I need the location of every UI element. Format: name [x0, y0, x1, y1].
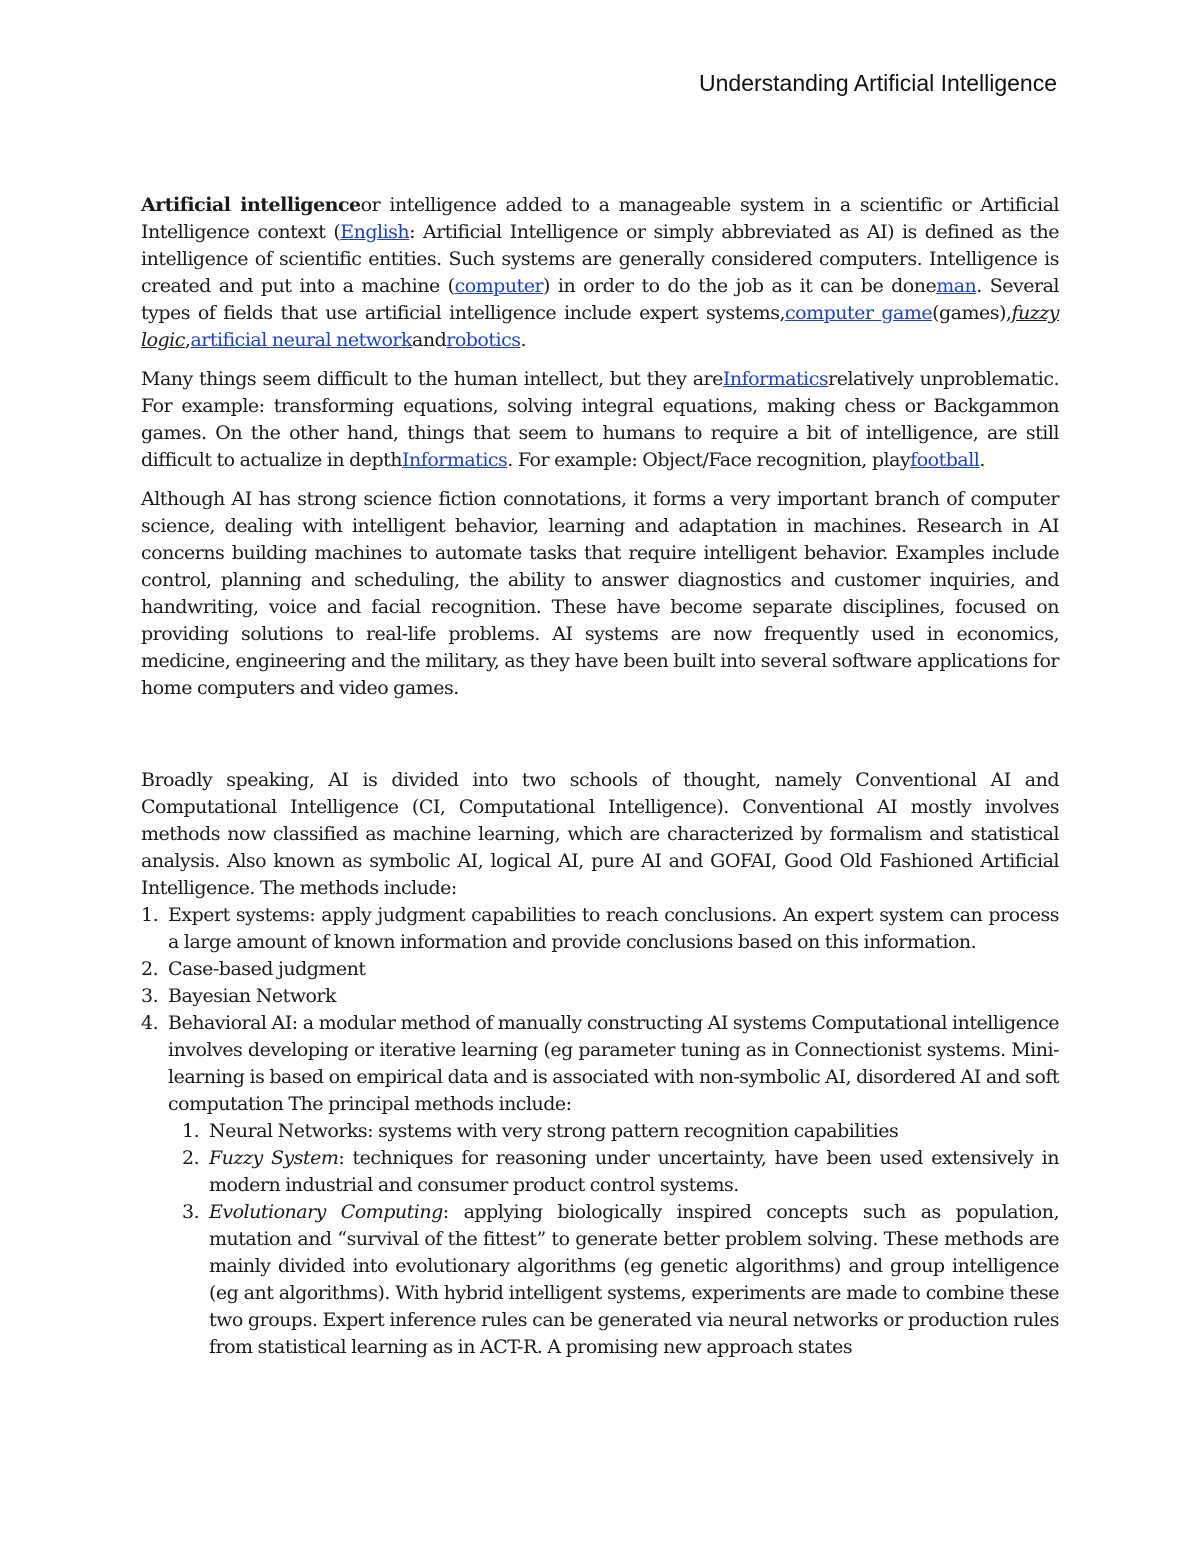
bold-term: Artificial intelligence: [141, 194, 361, 216]
sublist-item: [182, 1145, 1059, 1199]
text-span: relatively unproblematic. For example: transforming equations, solving integral equations, making chess or Backgammon games. On the other hand, things that seem to humans to require a bit of intelligence, are still difficult to actualize in depth: [141, 368, 1059, 471]
list-text: Case-based judgment: [168, 958, 366, 980]
spacer: [141, 714, 1059, 767]
list-number: 4.: [141, 1012, 159, 1034]
text-span: or intelligence added to a manageable system in a scientific or Artificial Intelligence context (: [141, 194, 1059, 243]
list-text: Bayesian Network: [168, 985, 337, 1007]
list-number: 2.: [141, 958, 159, 980]
link-fuzzy-logic[interactable]: fuzzy logic: [141, 302, 1059, 351]
list-item: [141, 956, 1059, 983]
text-span: .: [979, 449, 985, 471]
methods-list: [141, 902, 1059, 1361]
text-span: ) in order to do the job as it can be done: [543, 275, 937, 297]
sublist-term: Evolutionary Computing: [209, 1201, 443, 1223]
list-item: [141, 902, 1059, 956]
text-span: Many things seem difficult to the human intellect, but they are: [141, 368, 723, 390]
link-man[interactable]: man: [936, 275, 977, 297]
link-computer[interactable]: computer: [454, 275, 544, 297]
sublist-text: Neural Networks: systems with very strong pattern recognition capabilities: [209, 1120, 899, 1142]
header-title: Understanding Artificial Intelligence: [699, 70, 1057, 96]
sublist-text: : techniques for reasoning under uncertainty, have been used extensively in modern industrial and consumer product control systems.: [209, 1147, 1059, 1196]
ci-methods-sublist: [182, 1118, 1059, 1361]
list-text: Behavioral AI: a modular method of manually constructing AI systems Computational intelligence involves developing or iterative learning (eg parameter tuning as in Connectionist systems. Mini-learning is based on empirical data and is associated with non-symbolic AI, disordered AI and soft computation The principal methods include:: [168, 1012, 1059, 1115]
list-number: 2.: [182, 1147, 200, 1169]
sublist-term: Fuzzy System: [209, 1147, 339, 1169]
link-football[interactable]: football: [910, 449, 980, 471]
link-informatics[interactable]: Informatics: [722, 368, 829, 390]
link-robotics[interactable]: robotics: [446, 329, 521, 351]
text-span: . For example: Object/Face recognition, play: [507, 449, 911, 471]
paragraph-intro: [141, 192, 1059, 354]
link-informatics-depth[interactable]: Informatics: [402, 449, 508, 471]
list-number: 3.: [141, 985, 159, 1007]
paragraph-schools-of-thought: Broadly speaking, AI is divided into two schools of thought, namely Conventional AI and Computational Intelligence (CI, Computational Intelligence). Conventional AI mostly involves methods now classified as machine learning, which are characterized by formalism and statistical analysis. Also known as symbolic AI, logical AI, pure AI and GOFAI, Good Old Fashioned Artificial Intelligence. The methods include:: [141, 769, 1059, 899]
text-span: (games),: [932, 302, 1012, 324]
text-span: .: [520, 329, 527, 351]
list-item: [141, 983, 1059, 1010]
sublist-item: [182, 1118, 1059, 1145]
link-computer-game[interactable]: computer game: [784, 302, 933, 324]
paragraph-informatics: [141, 366, 1059, 474]
text-span: . Several types of fields that use artificial intelligence include expert systems,: [141, 275, 1059, 324]
paragraph-science-fiction: Although AI has strong science fiction connotations, it forms a very important branch of computer science, dealing with intelligent behavior, learning and adaptation in machines. Research in AI concerns building machines to automate tasks that require intelligent behavior. Examples include control, planning and scheduling, the ability to answer diagnostics and customer inquiries, and handwriting, voice and facial recognition. These have become separate disciplines, focused on providing solutions to real-life problems. AI systems are now frequently used in economics, medicine, engineering and the military, as they have been built into several software applications for home computers and video games.: [141, 488, 1059, 699]
sublist-item: [182, 1199, 1059, 1361]
link-english[interactable]: English: [340, 221, 410, 243]
link-artificial-neural-network[interactable]: artificial neural network: [190, 329, 413, 351]
list-number: 1.: [182, 1120, 200, 1142]
text-span: : Artificial Intelligence or simply abbreviated as AI) is defined as the intelligence of scientific entities. Such systems are generally considered computers. Intelligence is created and put into a machine (: [141, 221, 1059, 297]
text-span: and: [412, 329, 447, 351]
list-item: [141, 1010, 1059, 1361]
document-body: [141, 192, 1059, 1361]
list-text: Expert systems: apply judgment capabilities to reach conclusions. An expert system can process a large amount of known information and provide conclusions based on this information.: [168, 904, 1059, 953]
sublist-text: : applying biologically inspired concepts such as population, mutation and “survival of the fittest” to generate better problem solving. These methods are mainly divided into evolutionary algorithms (eg genetic algorithms) and group intelligence (eg ant algorithms). With hybrid intelligent systems, experiments are made to combine these two groups. Expert inference rules can be generated via neural networks or production rules from statistical learning as in ACT-R. A promising new approach states: [209, 1201, 1059, 1358]
list-number: 1.: [141, 904, 159, 926]
list-number: 3.: [182, 1201, 200, 1223]
text-span: ,: [184, 329, 191, 351]
